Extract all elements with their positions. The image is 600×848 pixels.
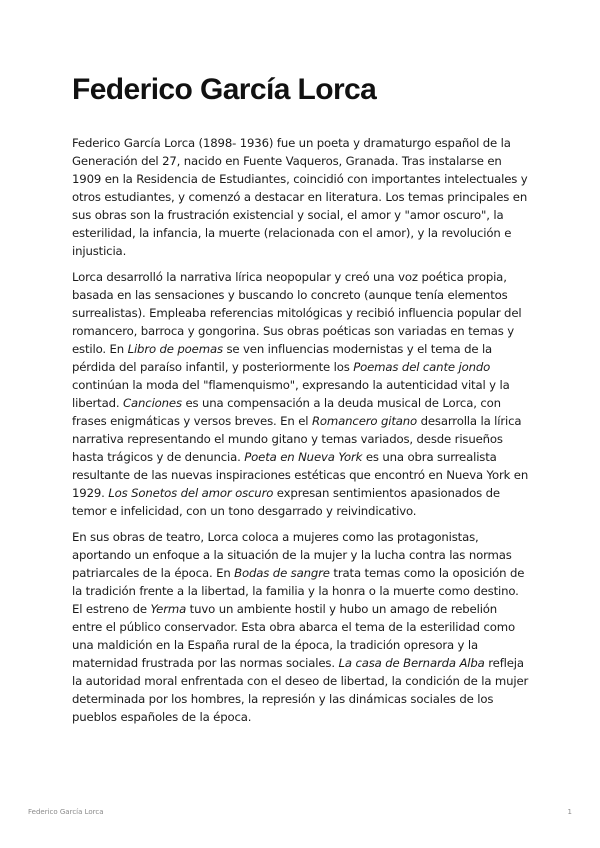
body-paragraph <box>72 268 530 520</box>
text-run: desarrolla la lírica narrativa representando el mundo gitano y temas variados, desde risueños hasta trágicos y de denuncia. <box>72 414 522 464</box>
document-page <box>72 62 530 734</box>
text-run: expresan sentimientos apasionados de temor e infelicidad, con un tono desgarrado y reivindicativo. <box>72 486 500 518</box>
text-run: Federico García Lorca (1898- 1936) fue un poeta y dramaturgo español de la Generación del 27, nacido en Fuente Vaqueros, Granada. Tras instalarse en 1909 en la Residencia de Estudiantes, coincidió con importantes intelectuales y otros estudiantes, y comenzó a destacar en literatura. Los temas principales en sus obras son la frustración existencial y social, el amor y "amor oscuro", la esterilidad, la infancia, la muerte (relacionada con el amor), y la revolución e injusticia. <box>72 136 528 258</box>
text-run: es una compensación a la deuda musical de Lorca, con frases enigmáticas y versos breves. En el <box>72 396 501 428</box>
page-footer <box>28 808 572 816</box>
footer-page-number: 1 <box>567 808 572 816</box>
body-paragraph <box>72 134 530 260</box>
italic-work-title: Libro de poemas <box>127 342 223 356</box>
italic-work-title: Bodas de sangre <box>234 566 330 580</box>
italic-work-title: Romancero gitano <box>311 414 418 428</box>
document-body <box>72 134 530 726</box>
italic-work-title: Canciones <box>123 396 182 410</box>
text-run: trata temas como la oposición de la tradición frente a la libertad, la familia y la honra o la muerte como destino. El estreno de <box>72 566 525 616</box>
text-run: es una obra surrealista resultante de las nuevas inspiraciones estéticas que encontró en Nueva York en 1929. <box>72 450 529 500</box>
text-run: En sus obras de teatro, Lorca coloca a mujeres como las protagonistas, aportando un enfoque a la situación de la mujer y la lucha contra las normas patriarcales de la época. En <box>72 530 512 580</box>
text-run: Lorca desarrolló la narrativa lírica neopopular y creó una voz poética propia, basada en las sensaciones y buscando lo concreto (aunque tenía elementos surrealistas). Empleaba referencias mitológicas y recibió influencia popular del romancero, barroca y gongorina. Sus obras poéticas son variadas en temas y estilo. En <box>72 270 522 356</box>
page-title: Federico García Lorca <box>72 73 377 106</box>
italic-work-title: Poemas del cante jondo <box>353 360 491 374</box>
text-run: se ven influencias modernistas y el tema de la pérdida del paraíso infantil, y posteriormente los <box>72 342 493 374</box>
text-run: continúan la moda del "flamenquismo", expresando la autenticidad vital y la libertad. <box>72 378 510 410</box>
italic-work-title: Los Sonetos del amor oscuro <box>108 486 274 500</box>
italic-work-title: Poeta en Nueva York <box>244 450 363 464</box>
italic-work-title: Yerma <box>150 602 187 616</box>
text-run: refleja la autoridad moral enfrentada con el deseo de libertad, la condición de la mujer determinada por los hombres, la represión y las dinámicas sociales de los pueblos españoles de la época. <box>72 656 529 724</box>
body-paragraph <box>72 528 530 726</box>
text-run: tuvo un ambiente hostil y hubo un amago de rebelión entre el público conservador. Esta obra abarca el tema de la esterilidad como una maldición en la España rural de la época, la tradición opresora y la maternidad frustrada por las normas sociales. <box>72 602 515 670</box>
italic-work-title: La casa de Bernarda Alba <box>338 656 485 670</box>
footer-title: Federico García Lorca <box>28 808 104 816</box>
